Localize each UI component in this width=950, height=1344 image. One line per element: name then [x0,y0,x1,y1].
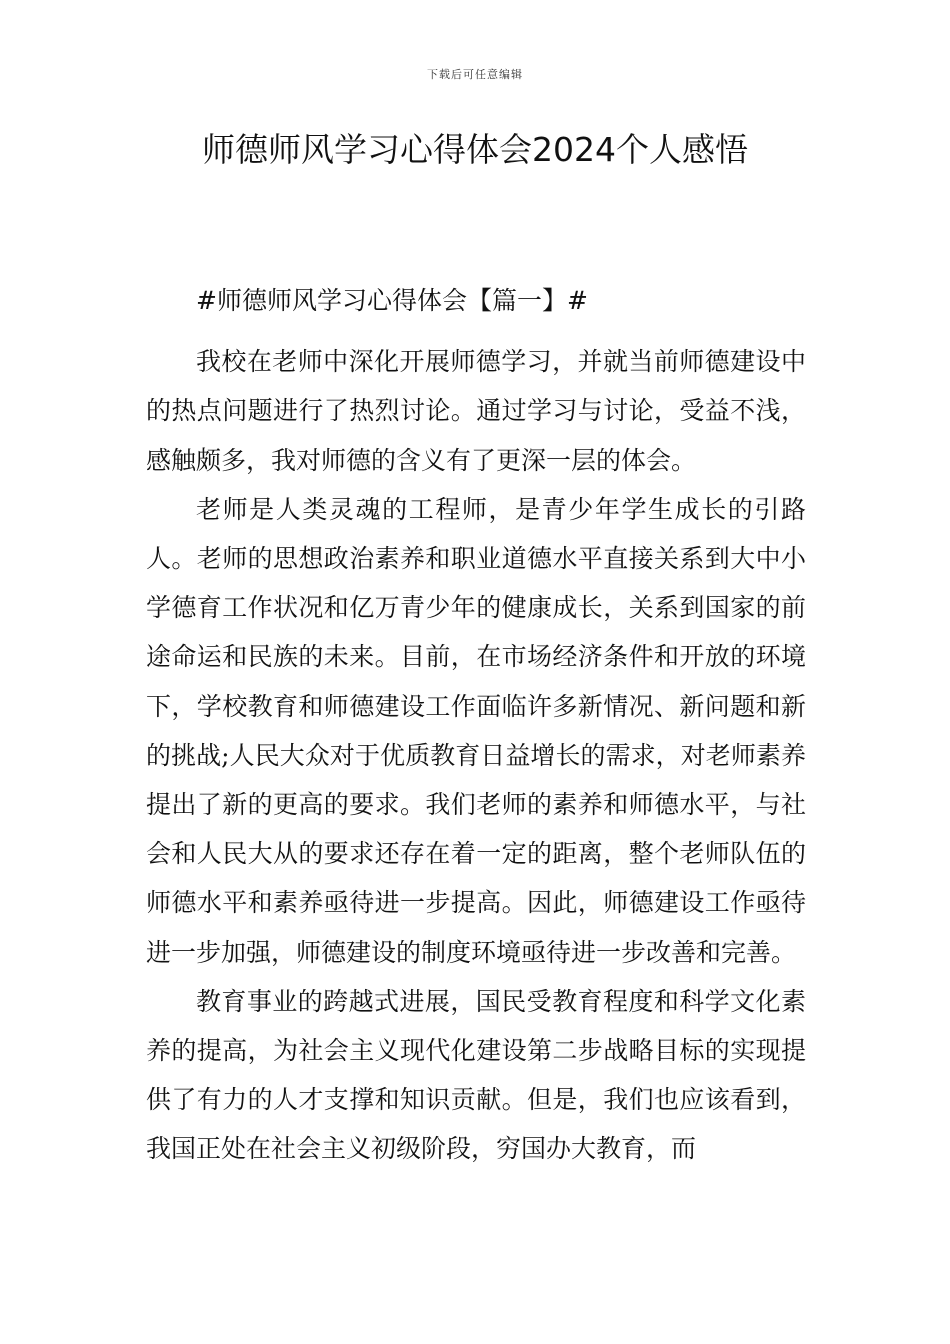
paragraph-3: 教育事业的跨越式进展，国民受教育程度和科学文化素养的提高，为社会主义现代化建设第二步战略目标的实现提供了有力的人才支撑和知识贡献。但是，我们也应该看到，我国正处在社会主义初级阶段，穷国办大教育，而 [146,986,806,1164]
document-title: 师德师风学习心得体会2024个人感悟 [202,130,748,169]
header-note: 下载后可任意编辑 [427,68,523,81]
section-heading: #师德师风学习心得体会【篇一】# [196,286,588,315]
paragraph-1: 我校在老师中深化开展师德学习，并就当前师德建设中的热点问题进行了热烈讨论。通过学习与讨论，受益不浅，感触颇多，我对师德的含义有了更深一层的体会。 [146,347,806,475]
paragraph-2: 老师是人类灵魂的工程师，是青少年学生成长的引路人。老师的思想政治素养和职业道德水平直接关系到大中小学德育工作状况和亿万青少年的健康成长，关系到国家的前途命运和民族的未来。目前，在市场经济条件和开放的环境下，学校教育和师德建设工作面临许多新情况、新问题和新的挑战;人民大众对于优质教育日益增长的需求，对老师素养提出了新的更高的要求。我们老师的素养和师德水平，与社会和人民大从的要求还存在着一定的距离，整个老师队伍的师德水平和素养亟待进一步提高。因此，师德建设工作亟待进一步加强，师德建设的制度环境亟待进一步改善和完善。 [146,494,806,967]
document-body [146,276,806,1174]
